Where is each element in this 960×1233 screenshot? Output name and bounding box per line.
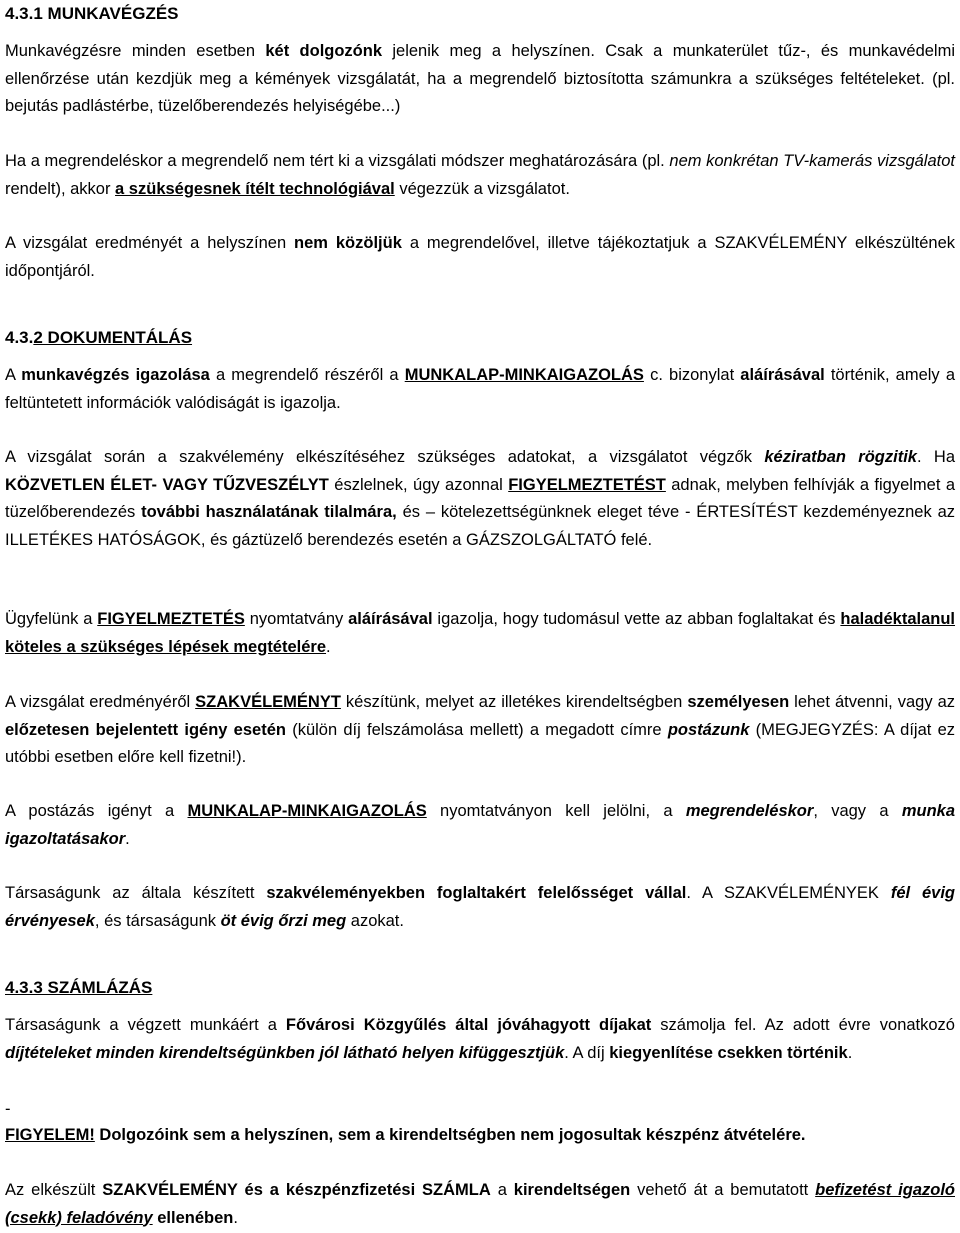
paragraph-postal-request: A postázás igényt a MUNKALAP-MINKAIGAZOLÁS nyomtatványon kell jelölni, a megrendeléskor, vagy a munka igazoltatásakor. <box>5 802 955 848</box>
paragraph-liability: Társaságunk az általa készített szakvéleményekben foglaltakért felelősséget vállal. A SZAKVÉLEMÉNYEK fél évig érvényesek, és társaságunk öt évig őrzi meg azokat. <box>5 884 956 930</box>
paragraph-work-execution: Munkavégzésre minden esetben két dolgozónk jelenik meg a helyszínen. Csak a munkaterület tűz-, és munkavédelmi ellenőrzése után kezdjük meg a kémények vizsgálatát, ha a megrendelő biztosította számunkra a szükséges feltételeket. (pl. bejutás padlástérbe, tüzelőberendezés helyiségébe...) <box>5 42 956 115</box>
section-heading-munkavegzes: 4.3.1 MUNKAVÉGZÉS <box>5 4 179 23</box>
paragraph-client-acknowledgement: Ügyfelünk a FIGYELMEZTETÉS nyomtatvány aláírásával igazolja, hogy tudomásul vette az abban foglaltakat és haladéktalanul köteles a szükséges lépések megtételére. <box>5 610 956 656</box>
paragraph-method: Ha a megrendeléskor a megrendelő nem tért ki a vizsgálati módszer meghatározására (pl. nem konkrétan TV-kamerás vizsgálatot rendelt), akkor a szükségesnek ítélt technológiával végezzük a vizsgálatot. <box>5 152 955 198</box>
dash-separator: - <box>5 1100 11 1118</box>
section-heading-dokumentalas: 4.3.2 DOKUMENTÁLÁS <box>5 328 193 347</box>
section-heading-szamlazas: 4.3.3 SZÁMLÁZÁS <box>5 978 153 997</box>
paragraph-pickup: Az elkészült SZAKVÉLEMÉNY és a készpénzfizetési SZÁMLA a kirendeltségen vehető át a bemutatott befizetést igazoló (csekk) feladóvény ellenében. <box>5 1181 955 1227</box>
paragraph-billing: Társaságunk a végzett munkáért a Fővárosi Közgyűlés által jóváhagyott díjakat számolja fel. Az adott évre vonatkozó díjtételeket minden kirendeltségünkben jól látható helyen kifüggesztjük. A díj kiegyenlítése csekken történik. <box>5 1016 955 1062</box>
paragraph-expert-opinion: A vizsgálat eredményéről SZAKVÉLEMÉNYT készítünk, melyet az illetékes kirendeltségben személyesen lehet átvenni, vagy az előzetesen bejelentett igény esetén (külön díj felszámolása mellett) a megadott címre postázunk (MEGJEGYZÉS: A díjat ez utóbbi esetben előre kell fizetni!). <box>5 693 956 766</box>
paragraph-attention-cash: FIGYELEM! Dolgozóink sem a helyszínen, sem a kirendeltségben nem jogosultak készpénz átvételére. <box>5 1126 806 1144</box>
paragraph-work-certification: A munkavégzés igazolása a megrendelő részéről a MUNKALAP-MINKAIGAZOLÁS c. bizonylat aláírásával történik, amely a feltüntetett információk valódiságát is igazolja. <box>5 366 955 412</box>
paragraph-result: A vizsgálat eredményét a helyszínen nem közöljük a megrendelővel, illetve tájékoztatjuk a SZAKVÉLEMÉNY elkészültének időpontjáról. <box>5 234 955 280</box>
paragraph-warning-procedure: A vizsgálat során a szakvélemény elkészítéséhez szükséges adatokat, a vizsgálatot végzők kéziratban rögzitik. Ha KÖZVETLEN ÉLET- VAGY TŰZVESZÉLYT észlelnek, úgy azonnal FIGYELMEZTETÉST adnak, melyben felhívják a figyelmet a tüzelőberendezés további használatának tilalmára, és – kötelezettségünknek eleget téve - ÉRTESÍTÉST kezdeményeznek az ILLETÉKES HATÓSÁGOK, és gáztüzelő berendezés esetén a GÁZSZOLGÁLTATÓ felé. <box>5 448 955 549</box>
